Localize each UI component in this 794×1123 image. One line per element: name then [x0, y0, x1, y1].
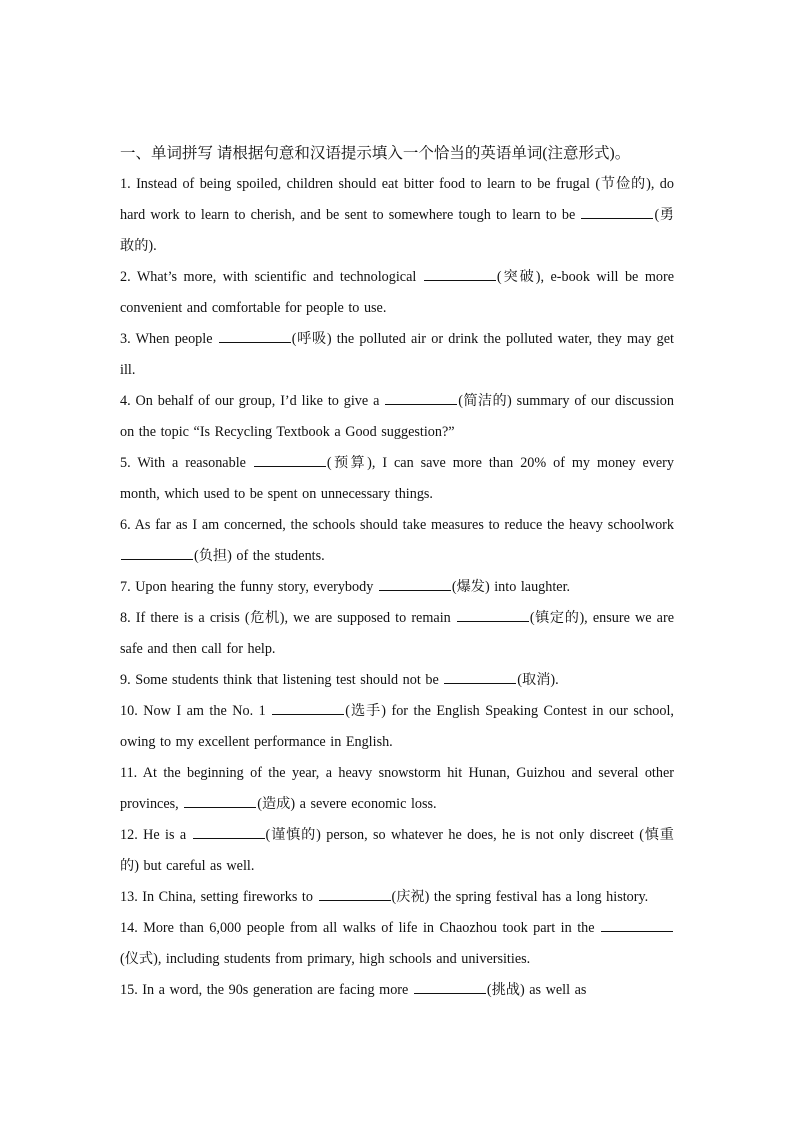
question-14	[120, 913, 674, 975]
question-hint: (谨慎的) person, so whatever he does, he is not only discreet (慎重的) but careful as well.	[120, 827, 674, 874]
question-4	[120, 386, 674, 448]
question-hint: (选手) for the English Speaking Contest in our school, owing to my excellent performance in English.	[120, 703, 674, 750]
question-hint: (爆发) into laughter.	[451, 579, 571, 595]
question-text: 13. In China, setting fireworks to	[120, 889, 318, 905]
question-hint: (仪式), including students from primary, high schools and universities.	[120, 951, 531, 967]
question-7	[120, 572, 674, 603]
question-8	[120, 603, 674, 665]
question-hint: (简洁的) summary of our discussion on the topic “Is Recycling Textbook a Good suggestion?”	[120, 393, 674, 440]
question-text: 12. He is a	[120, 827, 192, 843]
question-6	[120, 510, 674, 572]
section-heading: 一、单词拼写 请根据句意和汉语提示填入一个恰当的英语单词(注意形式)。	[120, 145, 631, 162]
answer-blank	[184, 793, 256, 808]
question-hint: (镇定的), ensure we are safe and then call for help.	[120, 610, 674, 657]
question-text: 1. Instead of being spoiled, children should eat bitter food to learn to be frugal (节俭的), do hard work to learn to cherish, and be sent to somewhere tough to learn to be	[120, 176, 674, 223]
question-hint: (预算), I can save more than 20% of my money every month, which used to be spent on unnecessary things.	[120, 455, 674, 502]
answer-blank	[385, 390, 457, 405]
question-1	[120, 169, 674, 262]
question-13	[120, 882, 674, 913]
answer-blank	[424, 266, 496, 281]
answer-blank	[601, 917, 673, 932]
question-hint: (负担) of the students.	[194, 548, 325, 564]
question-text: 14. More than 6,000 people from all walks of life in Chaozhou took part in the	[120, 920, 600, 936]
question-5	[120, 448, 674, 510]
question-hint: (造成) a severe economic loss.	[257, 796, 437, 812]
question-3	[120, 324, 674, 386]
question-text: 9. Some students think that listening test should not be	[120, 672, 444, 688]
question-text: 15. In a word, the 90s generation are facing more	[120, 982, 413, 998]
question-9	[120, 665, 674, 696]
question-text: 8. If there is a crisis (危机), we are supposed to remain	[120, 610, 456, 626]
question-text: 4. On behalf of our group, I’d like to give a	[120, 393, 385, 409]
question-hint: (突破), e-book will be more convenient and comfortable for people to use.	[120, 269, 674, 316]
answer-blank	[444, 669, 516, 684]
answer-blank	[319, 886, 391, 901]
answer-blank	[414, 979, 486, 994]
answer-blank	[581, 204, 653, 219]
question-text: 5. With a reasonable	[120, 455, 253, 471]
question-hint: (庆祝) the spring festival has a long history.	[391, 889, 649, 905]
answer-blank	[457, 607, 529, 622]
question-text: 11. At the beginning of the year, a heavy snowstorm hit Hunan, Guizhou and several other provinces,	[120, 765, 674, 812]
question-hint: (呼吸) the polluted air or drink the polluted water, they may get ill.	[120, 331, 675, 378]
answer-blank	[193, 824, 265, 839]
exercise-section	[120, 138, 674, 1006]
question-text: 3. When people	[120, 331, 218, 347]
question-text: 10. Now I am the No. 1	[120, 703, 272, 719]
question-11	[120, 758, 674, 820]
answer-blank	[379, 576, 451, 591]
answer-blank	[219, 328, 291, 343]
answer-blank	[254, 452, 326, 467]
question-10	[120, 696, 674, 758]
question-12	[120, 820, 674, 882]
question-2	[120, 262, 674, 324]
question-hint: (取消).	[517, 672, 559, 688]
question-text: 7. Upon hearing the funny story, everybody	[120, 579, 378, 595]
question-text: 2. What’s more, with scientific and technological	[120, 269, 423, 285]
question-hint: (勇敢的).	[120, 207, 674, 254]
question-15	[120, 975, 674, 1006]
question-hint: (挑战) as well as	[486, 982, 587, 998]
answer-blank	[121, 545, 193, 560]
question-text: 6. As far as I am concerned, the schools should take measures to reduce the heavy schoolwork	[120, 517, 674, 533]
answer-blank	[272, 700, 344, 715]
